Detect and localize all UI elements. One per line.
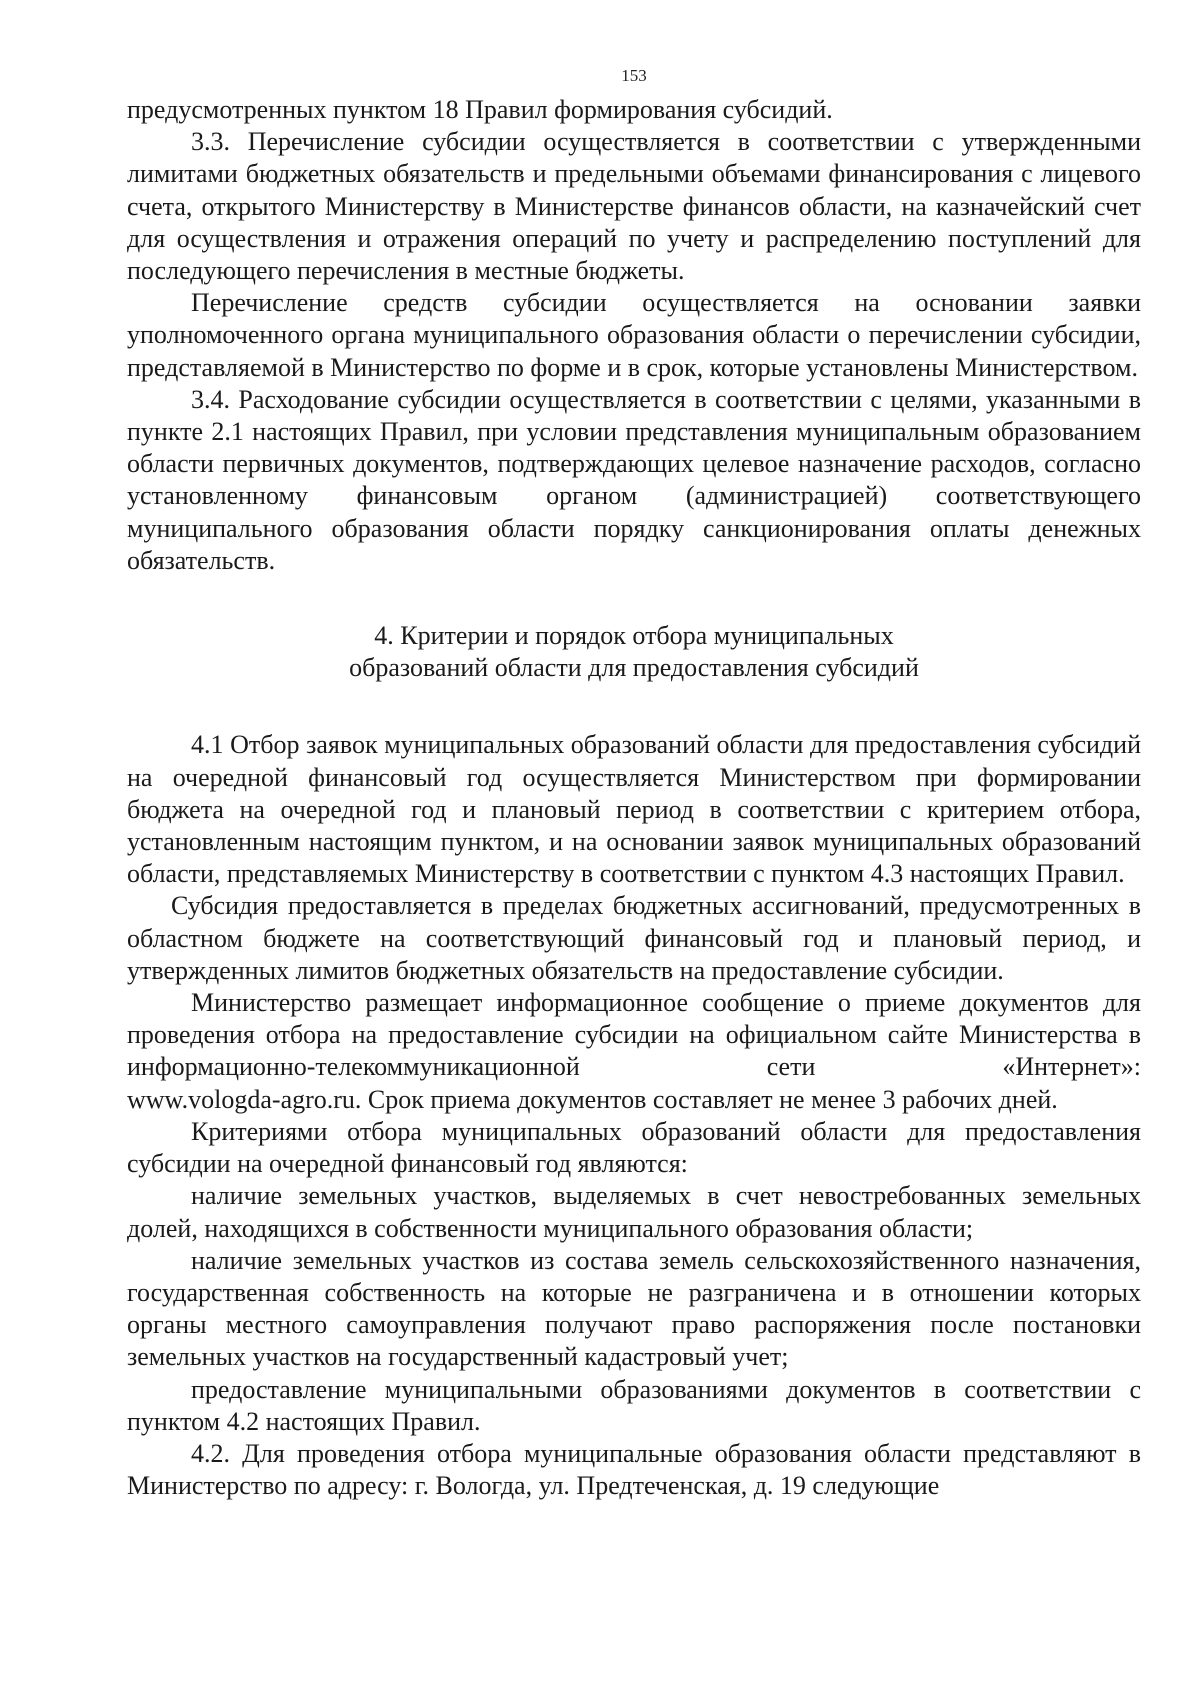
paragraph-continuation: предусмотренных пунктом 18 Правил формирования субсидий. bbox=[127, 95, 833, 124]
document-body bbox=[127, 94, 1141, 1502]
paragraph-announcement: Министерство размещает информационное сообщение о приеме документов для проведения отбора на предоставление субсидии на официальном сайте Министерства в информационно-телекоммуникационной сети «Интернет»: bbox=[127, 988, 1141, 1082]
paragraph-4-2: 4.2. Для проведения отбора муниципальные образования области представляют в Министерство по адресу: г. Вологда, ул. Предтеченская, д. 19 следующие bbox=[127, 1438, 1141, 1501]
paragraph-criterion-2: наличие земельных участков из состава земель сельскохозяйственного назначения, государственная собственность на которые не разграничена и в отношении которых органы местного самоуправления получают право распоряжения после постановки земельных участков на государственный кадастровый учет; bbox=[127, 1245, 1141, 1372]
paragraph-announcement-site: www.vologda-agro.ru. Срок приема документов составляет не менее 3 рабочих дней. bbox=[127, 1084, 1058, 1114]
paragraph-criterion-1: наличие земельных участков, выделяемых в счет невостребованных земельных долей, находящихся в собственности муниципального образования области; bbox=[127, 1181, 1141, 1243]
paragraph-subsidy-limits: Субсидия предоставляется в пределах бюджетных ассигнований, предусмотренных в областном бюджете на соответствующий финансовый год и плановый период, и утвержденных лимитов бюджетных обязательств на предоставление субсидии. bbox=[127, 891, 1141, 985]
paragraph-criteria: Критериями отбора муниципальных образований области для предоставления субсидии на очередной финансовый год являются: bbox=[127, 1116, 1141, 1179]
page-number: 153 bbox=[621, 66, 647, 85]
paragraph-3-4: 3.4. Расходование субсидии осуществляется в соответствии с целями, указанными в пункте 2.1 настоящих Правил, при условии представления муниципальным образованием области первичных документов, подтверждающих целевое назначение расходов, согласно установленному финансовым органом (администрацией) соответствующего муниципального образования области порядку санкционирования оплаты денежных обязательств. bbox=[127, 384, 1141, 575]
section-heading bbox=[127, 620, 1141, 684]
paragraph-criterion-3: предоставление муниципальными образованиями документов в соответствии с пунктом 4.2 настоящих Правил. bbox=[127, 1374, 1141, 1436]
section-heading-line-2: образований области для предоставления субсидий bbox=[349, 653, 919, 683]
section-heading-line-1: 4. Критерии и порядок отбора муниципальных bbox=[374, 621, 894, 651]
paragraph-transfer-request: Перечисление средств субсидии осуществляется на основании заявки уполномоченного органа муниципального образования области о перечислении субсидии, представляемой в Министерство по форме и в срок, которые установлены Министерством. bbox=[127, 288, 1141, 382]
paragraph-4-1: 4.1 Отбор заявок муниципальных образований области для предоставления субсидий на очередной финансовый год осуществляется Министерством при формировании бюджета на очередной год и плановый период в соответствии с критерием отбора, установленным настоящим пунктом, и на основании заявок муниципальных образований области, представляемых Министерству в соответствии с пунктом 4.3 настоящих Правил. bbox=[127, 730, 1141, 889]
paragraph-3-3: 3.3. Перечисление субсидии осуществляется в соответствии с утвержденными лимитами бюджетных обязательств и предельными объемами финансирования с лицевого счета, открытого Министерству в Министерстве финансов области, на казначейский счет для осуществления и отражения операций по учету и распределению поступлений для последующего перечисления в местные бюджеты. bbox=[127, 127, 1141, 286]
